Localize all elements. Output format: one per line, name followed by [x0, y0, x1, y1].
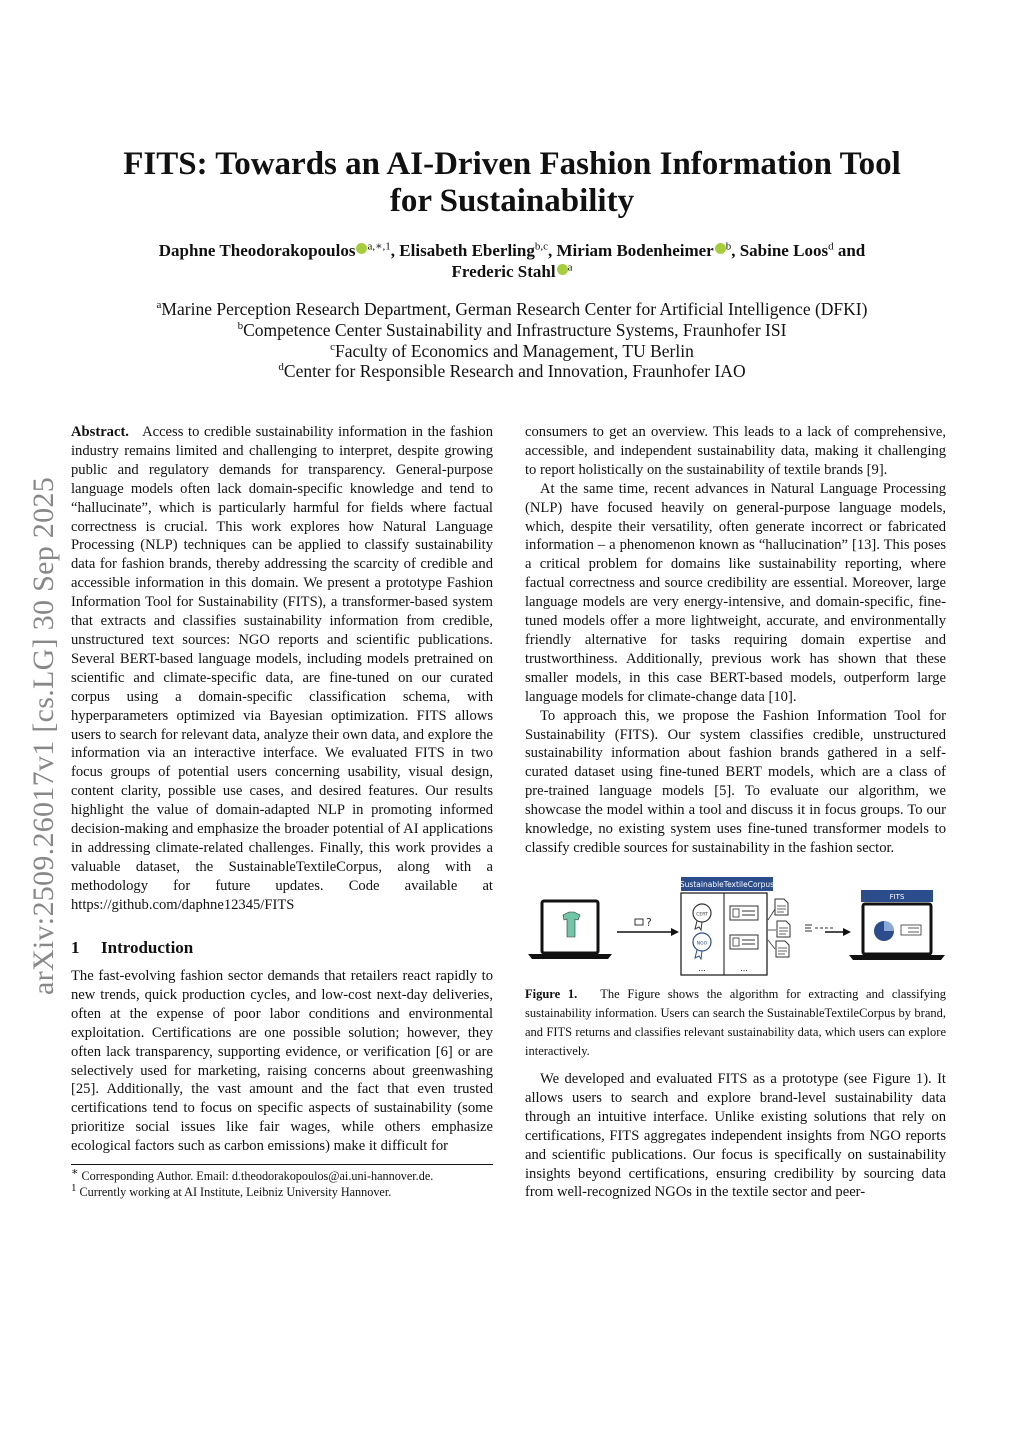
- affiliation-text: Faculty of Economics and Management, TU Berlin: [335, 340, 694, 361]
- author-name: Elisabeth Eberling: [399, 241, 535, 260]
- affiliation: [80, 299, 944, 320]
- affiliation: [80, 341, 944, 362]
- author-affil-mark: d: [828, 240, 834, 253]
- author-name: Frederic Stahl: [451, 262, 556, 281]
- figure-caption: [525, 985, 946, 1061]
- author-affil-mark: b,c: [534, 240, 548, 253]
- figure-1: [525, 875, 947, 980]
- section-heading: [71, 938, 193, 958]
- footnote-text: Corresponding Author. Email: d.theodorakopoulos@ai.uni-hannover.de.: [81, 1169, 434, 1183]
- author-affil-mark: a,∗,1: [367, 240, 391, 253]
- footnote: [71, 1181, 493, 1200]
- affiliation-text: Marine Perception Research Department, German Research Center for Artificial Intelligence (DFKI): [161, 299, 868, 319]
- figure-caption-label: Figure 1.: [525, 987, 578, 1001]
- footnotes: [71, 1165, 493, 1200]
- title-line-1: FITS: Towards an AI-Driven Fashion Information Tool: [123, 146, 901, 182]
- author-separator: ,: [731, 241, 740, 260]
- right-column-continued: [525, 1070, 946, 1202]
- orcid-icon[interactable]: [557, 264, 568, 275]
- abstract-label: Abstract.: [71, 424, 129, 440]
- affiliation-mark: a: [156, 299, 162, 312]
- title-line-2: for Sustainability: [389, 183, 635, 219]
- author-name: Daphne Theodorakopoulos: [158, 241, 356, 260]
- affiliation-mark: b: [237, 319, 244, 332]
- orcid-icon[interactable]: [715, 243, 726, 254]
- footnote-mark: 1: [71, 1181, 77, 1194]
- svg-text:?: ?: [646, 916, 652, 929]
- tool-label: FITS: [889, 893, 905, 901]
- author-affil-mark: b: [725, 240, 732, 253]
- affiliations: [80, 299, 944, 382]
- paragraph: At the same time, recent advances in Natural Language Processing (NLP) have focused heavily on general-purpose language models, which, despite their versatility, often generate incorrect or fabricated information – a phenomenon known as “hallucination” [13]. This poses a critical problem for domains like sustainability reporting, where factual correctness and source credibility are essential. Moreover, large language models are very energy-intensive, and domain-specific, fine-tuned models offer a more lightweight, accurate, and environmentally friendly alternative for tasks requiring domain expertise and trustworthiness. Additionally, previous work has shown that these smaller models, in this case BERT-based models, outperform large language models for climate-change data [10].: [525, 480, 946, 705]
- author-separator: ,: [548, 241, 557, 260]
- author-name: Sabine Loos: [739, 241, 829, 260]
- document-icon: [730, 935, 758, 949]
- intro-paragraph: [71, 967, 493, 1156]
- affiliation-text: Center for Responsible Research and Innovation, Fraunhofer IAO: [283, 361, 746, 382]
- section-title: Introduction: [101, 938, 194, 957]
- document-icon: [730, 906, 758, 920]
- footnote-text: Currently working at AI Institute, Leibniz University Hannover.: [79, 1185, 392, 1199]
- paragraph: To approach this, we propose the Fashion Information Tool for Sustainability (FITS). Our system classifies credible, unstructured sustainability information about fashion brands gathered in a self-curated dataset using fine-tuned BERT models, which are a class of pre-trained language models [5]. To evaluate our algorithm, we showcase the model within a tool and discuss it in focus groups. To our knowledge, no existing system uses fine-tuned transformer models to classify credible sources for sustainability in the fashion sector.: [525, 707, 946, 856]
- file-stack-icon: [768, 899, 790, 957]
- affiliation: [80, 320, 944, 341]
- ellipsis: ...: [740, 964, 748, 973]
- author-list: [80, 240, 944, 282]
- classify-icon: [805, 925, 835, 931]
- paragraph: The fast-evolving fashion sector demands that retailers react rapidly to new trends, quick production cycles, and low-cost next-day deliveries, often at the expense of poor labor conditions and environmental exploitation. Certifications are one possible solution; however, they often lack transparency, supporting evidence, or verification [6] or are selectively used for marketing, raising concerns about greenwashing [25]. Additionally, the vast amount and the fact that even trusted certifications tend to focus on specific aspects of sustainability (some prioritize social issues like fair wages, while others emphasize ecological factors such as carbon emissions) make it difficult for: [71, 968, 493, 1155]
- section-number: 1: [71, 938, 80, 957]
- abstract-text: Access to credible sustainability information in the fashion industry remains limited and challenging to interpret, despite growing public and regulatory demands for transparency. General-purpose language models often lack domain-specific knowledge and tend to “hallucinate”, which is particularly harmful for fields where factual correctness is crucial. This work explores how Natural Language Processing (NLP) techniques can be applied to classify sustainability data for fashion brands, thereby addressing the scarcity of credible and accessible information in this domain. We present a prototype Fashion Information Tool for Sustainability (FITS), a transformer-based system that extracts and classifies sustainability information from credible, unstructured text sources: NGO reports and scientific publications. Several BERT-based language models, including models pretrained on scientific and climate-specific data, are fine-tuned on our curated corpus using a domain-specific classification schema, with hyperparameters optimized via Bayesian optimization. FITS allows users to search for relevant data, analyze their own data, and explore the information via an interactive interface. We evaluated FITS in two focus groups of potential users concerning usability, visual design, content clarity, possible use cases, and desired features. Our results highlight the value of domain-adapted NLP in promoting informed decision-making and emphasize the broader potential of AI applications in addressing climate-related challenges. Finally, this work provides a valuable dataset, the SustainableTextileCorpus, along with a methodology for future updates. Code available at https://github.com/daphne12345/FITS: [71, 424, 494, 913]
- affiliation-text: Competence Center Sustainability and Infrastructure Systems, Fraunhofer ISI: [243, 319, 787, 340]
- affiliation-mark: c: [330, 340, 336, 353]
- affiliation: [80, 361, 944, 382]
- right-column: [525, 423, 946, 858]
- footnote: [71, 1165, 493, 1184]
- arxiv-stamp: arXiv:2509.26017v1 [cs.LG] 30 Sep 2025: [27, 476, 60, 995]
- laptop-icon: [528, 901, 612, 959]
- author-and: and: [833, 241, 866, 260]
- footnote-mark: ∗: [71, 1165, 79, 1178]
- corpus-label: SustainableTextileCorpus: [679, 880, 775, 889]
- author-affil-mark: a: [567, 261, 573, 274]
- badge-label: CERT: [696, 912, 708, 918]
- paragraph: consumers to get an overview. This leads to a lack of comprehensive, accessible, and independent sustainability data, making it challenging to report holistically on the sustainability of textile brands [9].: [525, 424, 946, 478]
- figure-caption-text: The Figure shows the algorithm for extracting and classifying sustainability information. Users can search the SustainableTextileCorpus by brand, and FITS returns and classifies relevant sustainability data, which users can explore interactively.: [525, 987, 946, 1058]
- footnote-rule: [71, 1164, 493, 1165]
- orcid-icon[interactable]: [356, 243, 367, 254]
- badge-label: NGO: [696, 941, 708, 947]
- paper-title: [60, 146, 964, 220]
- ellipsis: ...: [698, 964, 706, 973]
- paragraph: We developed and evaluated FITS as a prototype (see Figure 1). It allows users to search and explore brand-level sustainability data through an intuitive interface. Unlike existing solutions that rely on certifications, FITS aggregates independent insights from NGO reports and scientific publications. Our focus is specifically on sustainability insights beyond certifications, ensuring credibility by sourcing data from well-recognized NGOs in the textile sector and peer-: [525, 1071, 946, 1201]
- author-separator: ,: [390, 241, 400, 260]
- author-name: Miriam Bodenheimer: [556, 241, 714, 260]
- affiliation-mark: d: [278, 361, 284, 374]
- laptop-icon: [849, 904, 945, 960]
- search-query-icon: [635, 916, 652, 929]
- abstract: [71, 423, 493, 915]
